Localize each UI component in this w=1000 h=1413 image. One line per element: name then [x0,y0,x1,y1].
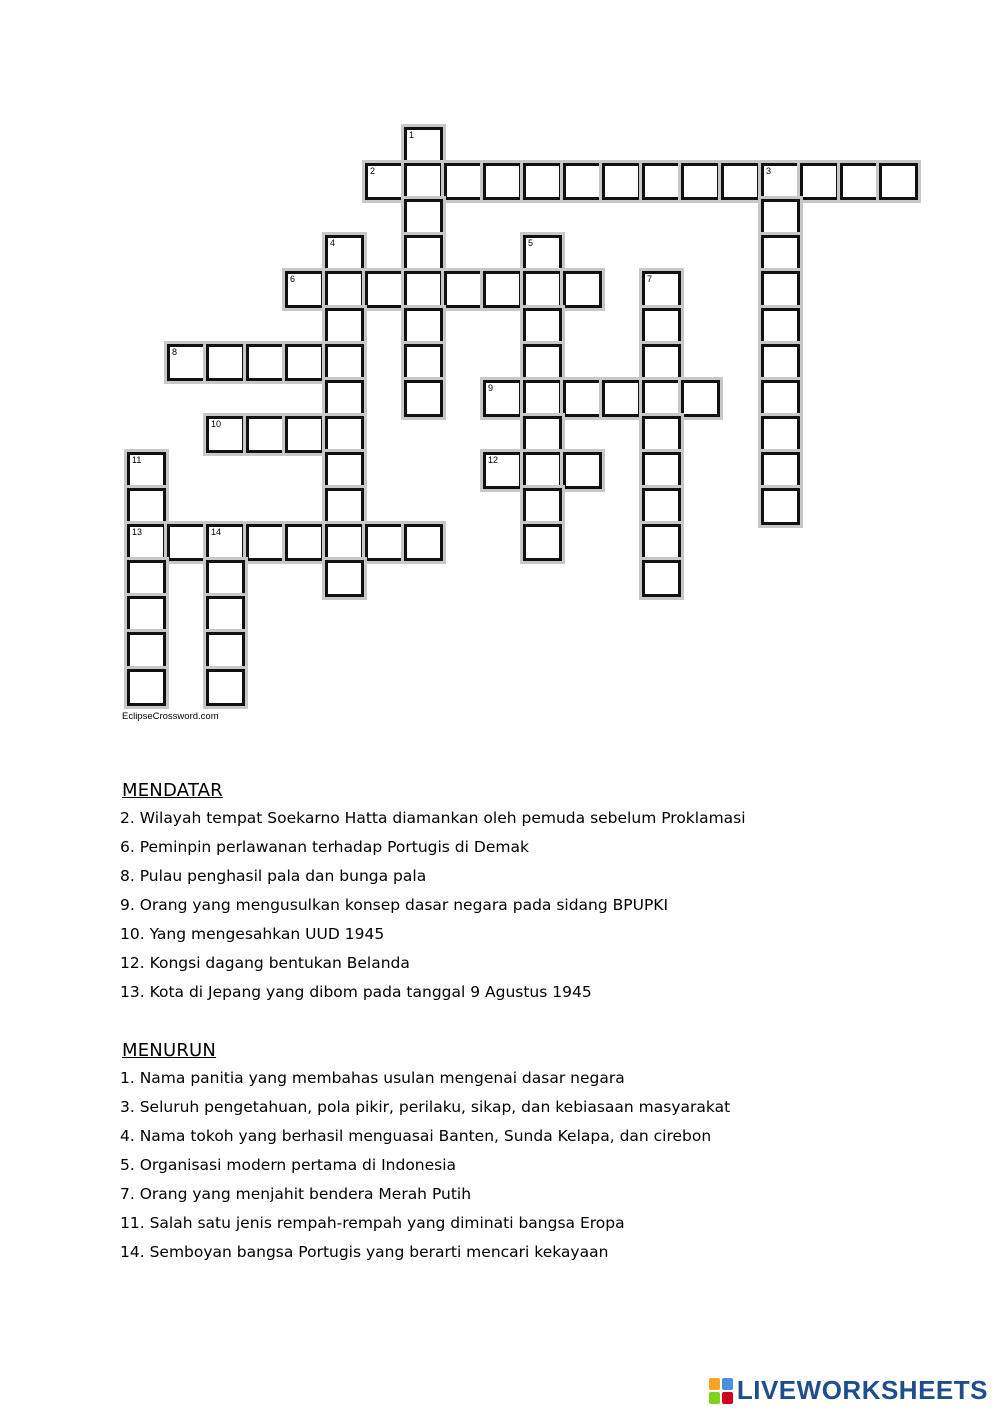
crossword-cell[interactable] [523,163,562,200]
crossword-cell[interactable] [325,235,364,272]
crossword-cell[interactable] [127,669,166,706]
crossword-cell[interactable] [285,416,324,453]
crossword-cell[interactable] [563,380,602,417]
clue-number: 14 [211,527,222,537]
crossword-cell[interactable] [206,596,245,633]
clue-number: 5 [528,238,534,248]
crossword-cell[interactable] [523,308,562,345]
crossword-cell[interactable] [642,380,681,417]
crossword-cell[interactable] [761,235,800,272]
crossword-cell[interactable] [127,632,166,669]
crossword-cell[interactable] [365,524,404,561]
crossword-cell[interactable] [167,524,206,561]
clue-down-5: 5. Organisasi modern pertama di Indonesia [120,1156,457,1174]
clue-down-3: 3. Seluruh pengetahuan, pola pikir, perilaku, sikap, dan kebiasaan masyarakat [120,1098,731,1116]
crossword-cell[interactable] [325,416,364,453]
crossword-cell[interactable] [563,271,602,308]
clue-across-6: 6. Peminpin perlawanan terhadap Portugis di Demak [120,838,529,856]
crossword-cell[interactable] [761,199,800,236]
crossword-cell[interactable] [444,271,483,308]
crossword-cell[interactable] [325,560,364,597]
clue-number: 4 [330,238,336,248]
clue-across-2: 2. Wilayah tempat Soekarno Hatta diamankan oleh pemuda sebelum Proklamasi [120,809,746,827]
crossword-cell[interactable] [404,235,443,272]
clue-number: 11 [132,455,142,465]
mendatar-title: MENDATAR [122,780,223,801]
crossword-cell[interactable] [404,271,443,308]
crossword-cell[interactable] [642,488,681,525]
clue-down-1: 1. Nama panitia yang membahas usulan mengenai dasar negara [120,1069,625,1087]
crossword-credit: EclipseCrossword.com [122,711,219,722]
crossword-cell[interactable] [404,308,443,345]
crossword-cell[interactable] [761,271,800,308]
clue-across-10: 10. Yang mengesahkan UUD 1945 [120,925,385,943]
crossword-cell[interactable] [404,380,443,417]
crossword-cell[interactable] [523,380,562,417]
clue-number: 1 [409,130,415,140]
crossword-cell[interactable] [325,344,364,381]
clue-down-11: 11. Salah satu jenis rempah-rempah yang diminati bangsa Eropa [120,1214,625,1232]
crossword-cell[interactable] [642,524,681,561]
clue-across-8: 8. Pulau penghasil pala dan bunga pala [120,867,427,885]
crossword-cell[interactable] [761,308,800,345]
menurun-title: MENURUN [122,1040,217,1061]
crossword-cell[interactable] [127,452,166,489]
crossword-cell[interactable] [642,308,681,345]
crossword-cell[interactable] [285,271,324,308]
crossword-cell[interactable] [285,524,324,561]
clue-across-12: 12. Kongsi dagang bentukan Belanda [120,954,410,972]
crossword-cell[interactable] [127,524,166,561]
crossword-cell[interactable] [206,416,245,453]
liveworksheets-logo[interactable] [709,1375,988,1406]
crossword-cell[interactable] [642,344,681,381]
clue-number: 6 [290,274,296,284]
crossword-cell[interactable] [483,163,522,200]
logo-square-4 [722,1392,733,1404]
crossword-cell[interactable] [523,452,562,489]
crossword-cell[interactable] [761,163,800,200]
crossword-cell[interactable] [761,416,800,453]
crossword-cell[interactable] [325,380,364,417]
crossword-cell[interactable] [206,344,245,381]
clue-down-4: 4. Nama tokoh yang berhasil menguasai Banten, Sunda Kelapa, dan cirebon [120,1127,712,1145]
clue-across-9: 9. Orang yang mengusulkan konsep dasar negara pada sidang BPUPKI [120,896,669,914]
liveworksheets-brand: LIVEWORKSHEETS [736,1375,988,1405]
crossword-cell[interactable] [365,271,404,308]
crossword-cell[interactable] [483,380,522,417]
crossword-cell[interactable] [879,163,918,200]
crossword-cell[interactable] [127,596,166,633]
crossword-cell[interactable] [444,163,483,200]
crossword-cell[interactable] [761,488,800,525]
crossword-cell[interactable] [602,163,641,200]
crossword-cell[interactable] [325,271,364,308]
crossword-cell[interactable] [167,344,206,381]
clue-number: 2 [370,166,376,176]
crossword-cell[interactable] [325,308,364,345]
crossword-cell[interactable] [681,163,720,200]
clue-down-7: 7. Orang yang menjahit bendera Merah Putih [120,1185,472,1203]
crossword-cell[interactable] [681,380,720,417]
crossword-cell[interactable] [642,416,681,453]
crossword-cell[interactable] [206,669,245,706]
crossword-cell[interactable] [483,271,522,308]
crossword-cell[interactable] [206,560,245,597]
logo-square-1 [709,1378,720,1390]
crossword-cell[interactable] [365,163,404,200]
crossword-cell[interactable] [404,344,443,381]
crossword-cell[interactable] [761,452,800,489]
crossword-cell[interactable] [523,488,562,525]
crossword-cell[interactable] [206,632,245,669]
crossword-cell[interactable] [325,524,364,561]
crossword-cell[interactable] [523,235,562,272]
crossword-cell[interactable] [642,163,681,200]
crossword-cell[interactable] [800,163,839,200]
crossword-cell[interactable] [602,380,641,417]
crossword-cell[interactable] [404,163,443,200]
crossword-cell[interactable] [523,344,562,381]
crossword-cell[interactable] [721,163,760,200]
crossword-cell[interactable] [325,452,364,489]
clue-number: 9 [488,383,494,393]
clue-across-13: 13. Kota di Jepang yang dibom pada tanggal 9 Agustus 1945 [120,983,592,1001]
crossword-cell[interactable] [404,199,443,236]
crossword-cell[interactable] [127,488,166,525]
clue-number: 10 [211,419,222,429]
clue-down-14: 14. Semboyan bangsa Portugis yang berarti mencari kekayaan [120,1243,609,1261]
crossword-cell[interactable] [642,560,681,597]
crossword-cell[interactable] [761,344,800,381]
crossword-cell[interactable] [483,452,522,489]
logo-square-2 [722,1378,733,1390]
crossword-cell[interactable] [642,271,681,308]
crossword-cell[interactable] [127,560,166,597]
crossword-cell[interactable] [563,452,602,489]
crossword-cell[interactable] [246,416,285,453]
clue-number: 7 [647,274,653,284]
clue-number: 12 [488,455,499,465]
crossword-cell[interactable] [840,163,879,200]
liveworksheets-logo-icon [709,1378,733,1404]
crossword-cell[interactable] [285,344,324,381]
logo-square-3 [709,1392,720,1404]
clue-number: 13 [132,527,143,537]
crossword-cell[interactable] [563,163,602,200]
crossword-cell[interactable] [523,271,562,308]
crossword-cell[interactable] [404,524,443,561]
crossword-cell[interactable] [206,524,245,561]
crossword-cell[interactable] [325,488,364,525]
clue-number: 3 [766,166,772,176]
crossword-cell[interactable] [246,524,285,561]
clue-number: 8 [172,347,178,357]
crossword-cell[interactable] [761,380,800,417]
crossword-cell[interactable] [523,416,562,453]
crossword-cell[interactable] [404,127,443,164]
crossword-cell[interactable] [523,524,562,561]
crossword-cell[interactable] [642,452,681,489]
crossword-cell[interactable] [246,344,285,381]
